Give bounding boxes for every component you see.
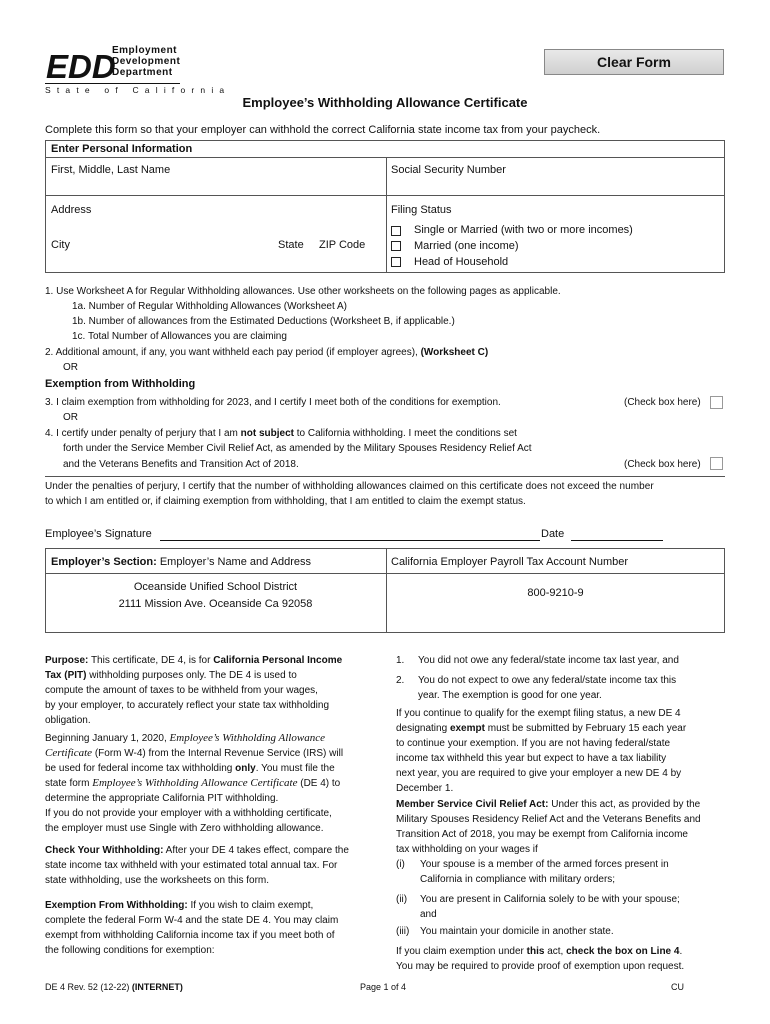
continue-text: next year, you are required to give your employer a new DE 4 by [396, 768, 682, 779]
continue-paragraph [396, 706, 731, 796]
date-label: Date [541, 528, 565, 540]
w4-title: Certificate [45, 747, 93, 759]
employer-address[interactable]: 2111 Mission Ave. Oceanside Ca 92058 [118, 598, 313, 610]
no-cert-text: the employer must use Single with Zero withholding allowance. [45, 823, 324, 834]
line-4-text: and the Veterans Benefits and Transition Act of 2018. [63, 459, 299, 470]
beginning-text: (DE 4) to [300, 778, 341, 789]
member-service-heading: Member Service Civil Relief Act: [396, 799, 549, 810]
employer-account-number[interactable]: 800-9210-9 [527, 587, 584, 599]
de4-title: Employee’s Withholding Allowance Certificate [92, 777, 298, 789]
condition-ii [396, 892, 731, 922]
logo-divider [45, 83, 180, 84]
form-revision: DE 4 Rev. 52 (12-22) [45, 982, 130, 992]
beginning-text: determine the appropriate California PIT withholding. [45, 793, 279, 804]
line-1c: 1c. Total Number of Allowances you are claiming [72, 331, 287, 342]
form-id [45, 982, 183, 992]
purpose-text: withholding purposes only. The DE 4 is used to [89, 670, 297, 681]
state-label: State [278, 239, 304, 251]
personal-info-box [45, 140, 725, 273]
condition-number: 2. [396, 675, 405, 686]
exempt-text: If you wish to claim exempt, [190, 900, 314, 911]
exemption-from-withholding-heading: Exemption From Withholding: [45, 900, 188, 911]
logo-line-development: Development [112, 56, 181, 67]
condition-text: You are present in California solely to be with your spouse; [420, 894, 680, 905]
no-cert-text: If you do not provide your employer with a withholding certificate, [45, 808, 332, 819]
filing-status-label: Filing Status [391, 204, 452, 216]
city-label: City [51, 239, 70, 251]
beginning-text: state form [45, 778, 90, 789]
condition-1 [396, 653, 731, 668]
beginning-text: be used for federal income tax withholding [45, 763, 233, 774]
no-certificate-paragraph [45, 806, 375, 836]
final-check-line-4: check the box on Line 4 [566, 946, 680, 957]
perjury-statement: Under the penalties of perjury, I certify that the number of withholding allowances claimed on this certificate does not exceed the number [45, 481, 654, 492]
check-withholding-heading: Check Your Withholding: [45, 845, 164, 856]
check-withholding-paragraph [45, 843, 380, 888]
continue-text: must be submitted by February 15 each year [487, 723, 687, 734]
perjury-statement: to which I am entitled or, if claiming exemption from withholding, that I am entitled to claim the exempt status. [45, 496, 526, 507]
line-4 [45, 428, 517, 439]
divider [45, 195, 725, 196]
employer-name[interactable]: Oceanside Unified School District [133, 581, 298, 593]
condition-text: You did not owe any federal/state income tax last year, and [418, 655, 679, 666]
employer-section-heading [51, 556, 311, 568]
final-paragraph [396, 944, 731, 974]
or-label: OR [63, 412, 78, 423]
final-text: If you claim exemption under [396, 946, 524, 957]
divider [45, 476, 725, 477]
form-code: CU [671, 982, 684, 992]
condition-i [396, 857, 731, 887]
continue-text: designating [396, 723, 448, 734]
line-1: 1. Use Worksheet A for Regular Withholding allowances. Use other worksheets on the following pages as applicable. [45, 286, 561, 297]
condition-text: You maintain your domicile in another state. [420, 926, 614, 937]
divider [45, 573, 725, 574]
member-text: Transition Act of 2018, you may be exempt from California income [396, 829, 688, 840]
purpose-pit: California Personal Income [213, 655, 343, 666]
filing-single-checkbox[interactable] [391, 226, 401, 236]
personal-info-heading: Enter Personal Information [51, 143, 193, 155]
continue-text: to continue your exemption. If you are not having federal/state [396, 738, 671, 749]
member-service-paragraph [396, 797, 731, 857]
signature-field[interactable] [160, 530, 540, 541]
state-of-california: State of California [45, 85, 231, 95]
signature-label: Employee’s Signature [45, 528, 152, 540]
line-3: 3. I claim exemption from withholding for 2023, and I certify I meet both of the conditions for exemption. [45, 397, 501, 408]
condition-text: year. The exemption is good for one year. [418, 690, 602, 701]
form-intro: Complete this form so that your employer can withhold the correct California state income tax from your paycheck. [45, 124, 601, 136]
filing-single-label: Single or Married (with two or more incomes) [414, 224, 633, 236]
line-3-check-label: (Check box here) [624, 397, 701, 408]
logo-line-department: Department [112, 67, 173, 78]
form-title: Employee’s Withholding Allowance Certificate [242, 95, 528, 110]
beginning-text: . You must file the [255, 763, 335, 774]
filing-hoh-label: Head of Household [414, 256, 509, 268]
beginning-only: only [235, 763, 256, 774]
condition-number: (iii) [396, 926, 410, 937]
final-this: this [526, 946, 545, 957]
line-4-text: forth under the Service Member Civil Relief Act, as amended by the Military Spouses Residency Relief Act [63, 443, 532, 454]
divider [45, 157, 725, 158]
employer-section-bold: Employer’s Section: [51, 556, 157, 568]
form-internet: (INTERNET) [131, 982, 183, 992]
continue-text: December 1. [396, 783, 454, 794]
employer-account-label: California Employer Payroll Tax Account Number [391, 556, 629, 568]
line-4-checkbox[interactable] [710, 457, 723, 470]
condition-text: and [420, 909, 437, 920]
exemption-paragraph [45, 898, 380, 958]
filing-married-label: Married (one income) [414, 240, 519, 252]
condition-text: You do not expect to owe any federal/state income tax this [418, 675, 677, 686]
w4-title: Employee’s Withholding Allowance [169, 732, 325, 744]
condition-number: (i) [396, 859, 405, 870]
condition-number: (ii) [396, 894, 408, 905]
exemption-heading: Exemption from Withholding [45, 378, 196, 390]
line-4-text-cont: to California withholding. I meet the conditions set [296, 428, 517, 439]
beginning-text: (Form W-4) from the Internal Revenue Service (IRS) will [94, 748, 344, 759]
continue-exempt: exempt [449, 723, 485, 734]
zip-label: ZIP Code [319, 239, 366, 251]
member-text: Under this act, as provided by the [551, 799, 701, 810]
condition-2 [396, 673, 731, 703]
check-text: state income tax withheld with your estimated total annual tax. For [45, 860, 338, 871]
final-text: . [679, 946, 683, 957]
condition-text: Your spouse is a member of the armed forces present in [420, 859, 669, 870]
purpose-text: compute the amount of taxes to be withheld from your wages, [45, 685, 318, 696]
clear-form-button[interactable]: Clear Form [544, 49, 724, 75]
member-text: tax withholding on your wages if [396, 844, 538, 855]
final-text: act, [547, 946, 564, 957]
ssn-label: Social Security Number [391, 164, 506, 176]
condition-iii [396, 924, 731, 939]
exempt-text: the following conditions for exemption: [45, 945, 215, 956]
line-4-text: 4. I certify under penalty of perjury that I am [45, 428, 238, 439]
check-text: state withholding, use the worksheets on this form. [45, 875, 270, 886]
beginning-text: Beginning January 1, 2020, [45, 733, 167, 744]
edd-logo [46, 48, 116, 85]
member-text: Military Spouses Residency Relief Act and the Veterans Benefits and [396, 814, 701, 825]
purpose-paragraph [45, 653, 375, 728]
purpose-text: by your employer, to accurately reflect your state tax withholding [45, 700, 330, 711]
edd-department-name [112, 45, 180, 78]
employer-section-rest: Employer’s Name and Address [159, 556, 312, 568]
purpose-text: obligation. [45, 715, 91, 726]
name-label: First, Middle, Last Name [51, 164, 171, 176]
check-text: After your DE 4 takes effect, compare the [165, 845, 349, 856]
or-label: OR [63, 362, 78, 373]
exempt-text: exempt from withholding California income tax if you meet both of [45, 930, 335, 941]
line-3-checkbox[interactable] [710, 396, 723, 409]
condition-text: California in compliance with military orders; [420, 874, 616, 885]
line-2 [45, 347, 488, 358]
final-text: You may be required to provide proof of exemption upon request. [396, 961, 685, 972]
continue-text: income tax withheld this year but expect to have a tax liability [396, 753, 667, 764]
filing-hoh-checkbox[interactable] [391, 257, 401, 267]
exempt-text: complete the federal Form W-4 and the state DE 4. You may claim [45, 915, 339, 926]
line-1a: 1a. Number of Regular Withholding Allowances (Worksheet A) [72, 301, 347, 312]
purpose-heading: Purpose: [45, 655, 89, 666]
condition-number: 1. [396, 655, 405, 666]
beginning-paragraph [45, 731, 375, 806]
line-4-not-subject: not subject [240, 428, 294, 439]
line-1b: 1b. Number of allowances from the Estimated Deductions (Worksheet B, if applicable.) [72, 316, 455, 327]
line-4-check-label: (Check box here) [624, 459, 701, 470]
logo-line-employment: Employment [112, 45, 178, 56]
purpose-text: This certificate, DE 4, is for [90, 655, 211, 666]
continue-text: If you continue to qualify for the exempt filing status, a new DE 4 [396, 708, 681, 719]
filing-married-checkbox[interactable] [391, 241, 401, 251]
line-2-worksheet: (Worksheet C) [420, 347, 489, 358]
line-2-text: 2. Additional amount, if any, you want withheld each pay period (if employer agrees), [45, 347, 418, 358]
purpose-pit-abbr: Tax (PIT) [45, 670, 87, 681]
edd-logo-text: EDD [46, 48, 116, 85]
address-label: Address [51, 204, 92, 216]
date-field[interactable] [571, 530, 663, 541]
vertical-divider [386, 157, 387, 273]
page-number: Page 1 of 4 [360, 982, 407, 992]
